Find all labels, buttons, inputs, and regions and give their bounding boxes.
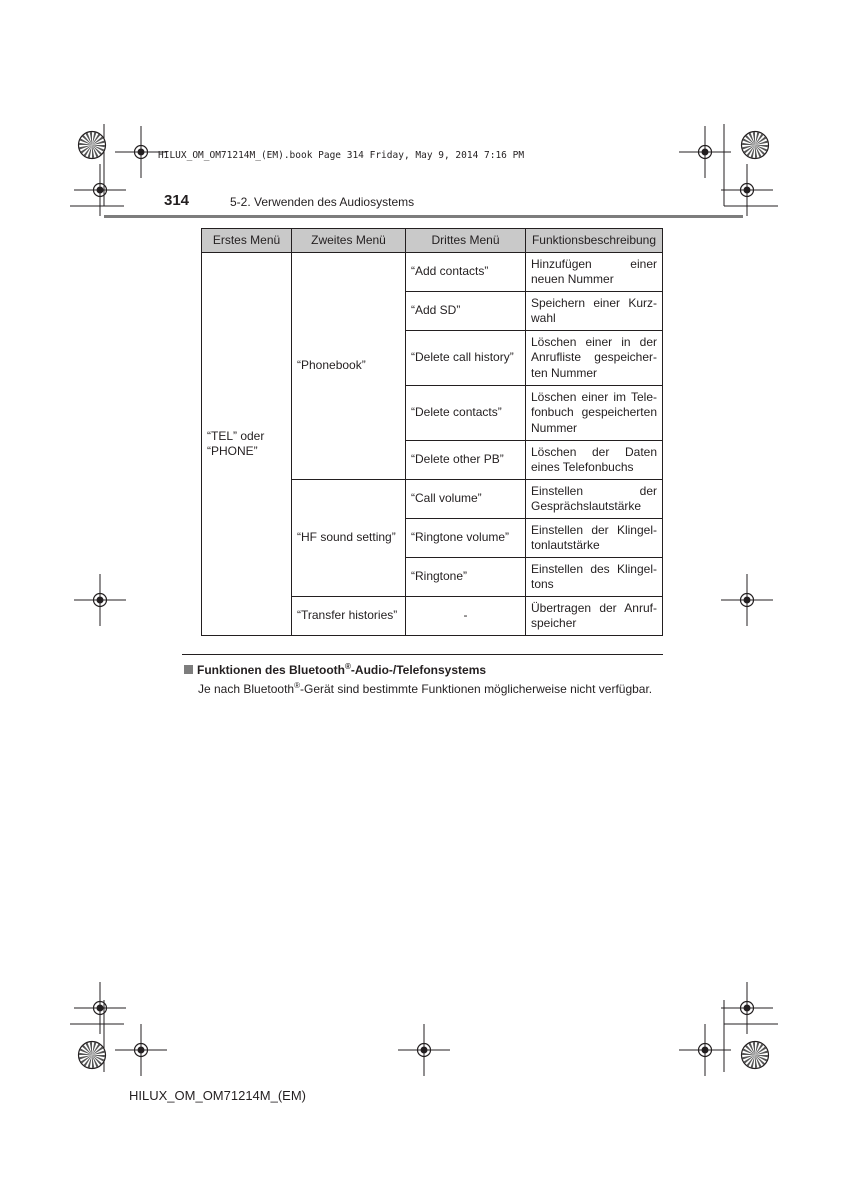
heading-text: Funktionen des Bluetooth (197, 663, 345, 677)
crosshair-dot (702, 149, 709, 156)
description-cell: Übertragen der Anrufspeicher (526, 597, 663, 636)
third-menu-cell: “Delete other PB” (406, 441, 526, 480)
column-header: Funktionsbeschreibung (526, 229, 663, 253)
third-menu-cell: “Call volume” (406, 480, 526, 519)
section-heading (184, 663, 486, 677)
body-text: Je nach Bluetooth (198, 682, 295, 696)
description-cell: Löschen der Daten eines Telefonbuchs (526, 441, 663, 480)
description-cell: Einstellen der Gesprächslautstärke (526, 480, 663, 519)
first-menu-cell: “TEL” oder “PHONE” (202, 253, 292, 636)
heading-text: -Audio-/Telefonsystems (350, 663, 487, 677)
crosshair-dot (138, 1047, 145, 1054)
third-menu-cell: “Ringtone” (406, 558, 526, 597)
column-header: Erstes Menü (202, 229, 292, 253)
section-title: 5-2. Verwenden des Audiosystems (230, 195, 415, 209)
third-menu-cell: - (406, 597, 526, 636)
footer-code: HILUX_OM_OM71214M_(EM) (129, 1088, 306, 1103)
third-menu-cell: “Ringtone volume” (406, 519, 526, 558)
square-bullet-icon (184, 665, 193, 674)
crosshair-dot (97, 597, 104, 604)
third-menu-cell: “Delete contacts” (406, 386, 526, 441)
body-text: -Gerät sind bestimmte Funktionen möglicherweise nicht verfügbar. (299, 682, 653, 696)
second-menu-cell: “HF sound setting” (292, 480, 406, 597)
third-menu-cell: “Delete call history” (406, 331, 526, 386)
page-number: 314 (164, 192, 190, 209)
header-rule (104, 215, 743, 218)
second-menu-cell: “Transfer histories” (292, 597, 406, 636)
table-header-row (202, 229, 663, 253)
crosshair-dot (97, 1005, 104, 1012)
crosshair-dot (138, 149, 145, 156)
menu-table (201, 228, 663, 636)
third-menu-cell: “Add SD” (406, 292, 526, 331)
description-cell: Einstellen des Klingeltons (526, 558, 663, 597)
crosshair-dot (702, 1047, 709, 1054)
column-header: Drittes Menü (406, 229, 526, 253)
crosshair-dot (744, 597, 751, 604)
description-cell: Hinzufügen einer neuen Nummer (526, 253, 663, 292)
crosshair-dot (744, 1005, 751, 1012)
registered-mark: ® (345, 662, 351, 671)
description-cell: Löschen einer im Telefonbuch gespeicherten Nummer (526, 386, 663, 441)
table-row (202, 253, 663, 292)
section-body (198, 682, 652, 696)
book-slug: HILUX_OM_OM71214M_(EM).book Page 314 Friday, May 9, 2014 7:16 PM (158, 150, 525, 161)
column-header: Zweites Menü (292, 229, 406, 253)
third-menu-cell: “Add contacts” (406, 253, 526, 292)
crosshair-dot (97, 187, 104, 194)
crosshair-dot (744, 187, 751, 194)
crosshair-dot (421, 1047, 428, 1054)
registered-mark: ® (294, 681, 300, 690)
description-cell: Löschen einer in der Anrufliste gespeicherten Nummer (526, 331, 663, 386)
section-rule (182, 654, 663, 655)
second-menu-cell: “Phonebook” (292, 253, 406, 480)
description-cell: Einstellen der Klingeltonlautstärke (526, 519, 663, 558)
description-cell: Speichern einer Kurzwahl (526, 292, 663, 331)
